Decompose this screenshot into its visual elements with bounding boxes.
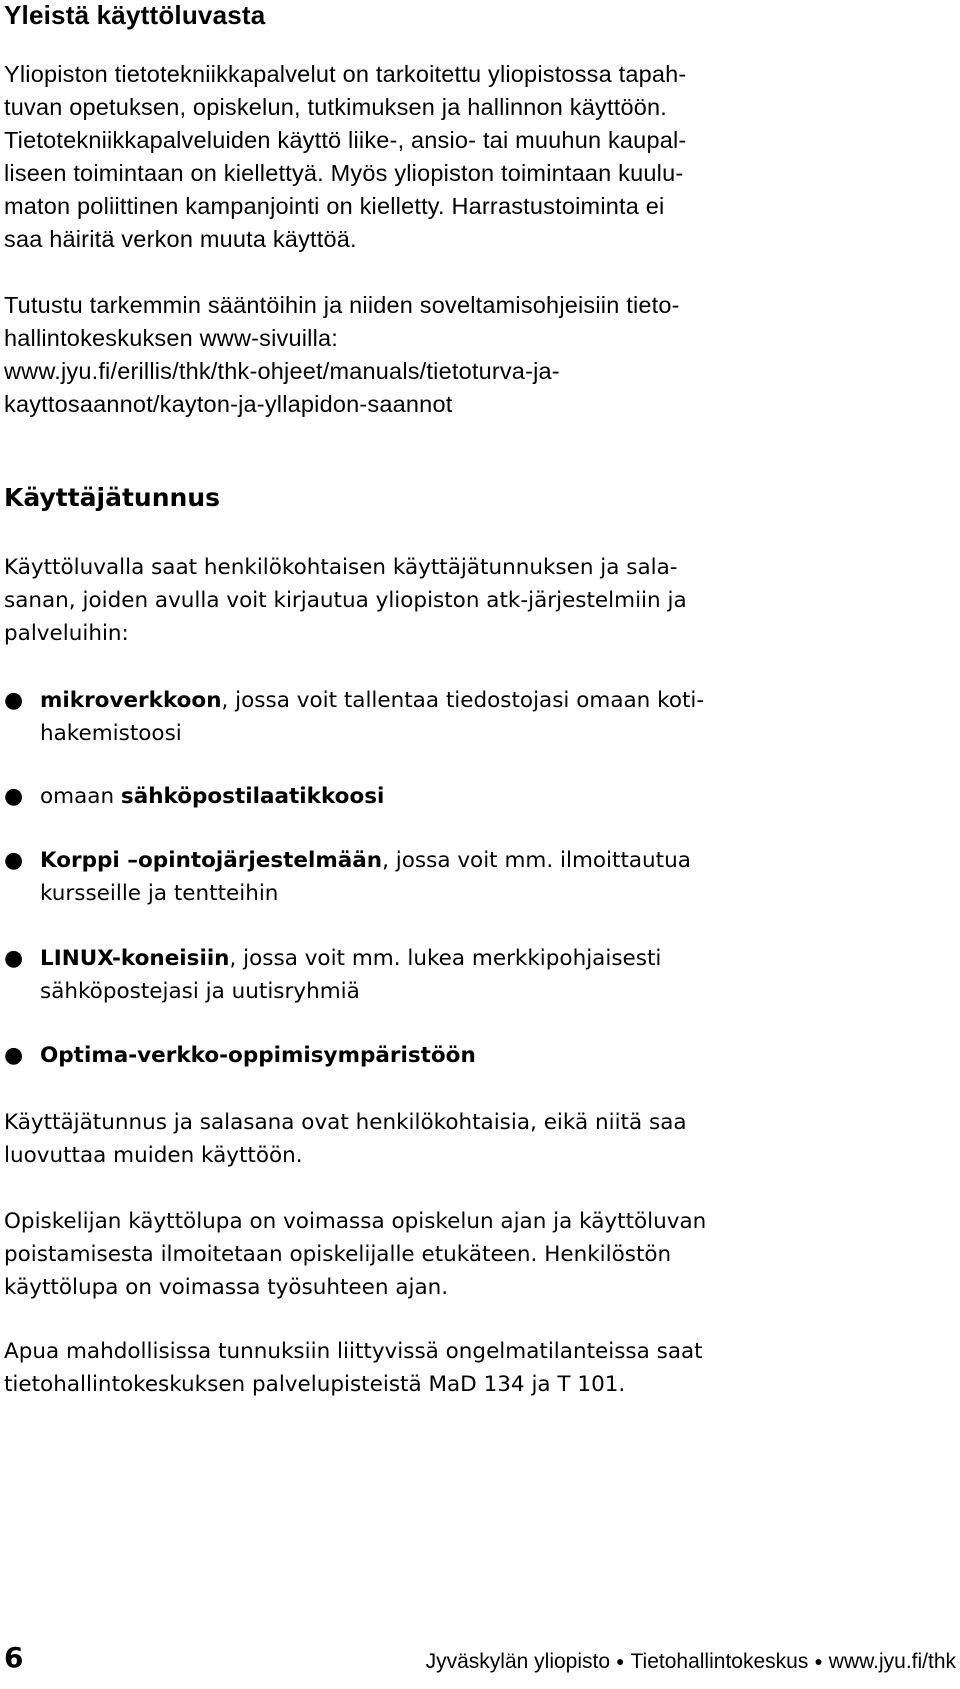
service-name: sähköpostilaatikkoosi [120, 784, 385, 809]
service-description: , jossa voit mm. lukea merkkipohjaisesti [229, 946, 662, 971]
text-line: Apua mahdollisissa tunnuksiin liittyvissä ongelmatilanteissa saat [4, 1339, 703, 1364]
section-title-username: Käyttäjätunnus [4, 483, 221, 512]
service-description: , jossa voit tallentaa tiedostojasi omaan koti- [221, 688, 705, 713]
text-line: hallintokeskuksen www-sivuilla: [4, 325, 339, 351]
bullet-icon: ● [4, 946, 24, 971]
paragraph-general-usage [4, 58, 956, 256]
footer-text [426, 1648, 956, 1675]
list-item-text [40, 780, 384, 813]
text-line: luovuttaa muiden käyttöön. [4, 1143, 303, 1168]
footer-org: Jyväskylän yliopisto [425, 1650, 611, 1673]
service-name: Optima-verkko-oppimisympäristöön [40, 1043, 476, 1068]
text-line: maton poliittinen kampanjointi on kielletty. Harrastustoiminta ei [4, 193, 665, 219]
text-line: tuvan opetuksen, opiskelun, tutkimuksen ja hallinnon käyttöön. [4, 94, 667, 120]
service-prefix: omaan [40, 784, 121, 809]
list-item-text [40, 684, 704, 750]
text-line: Tutustu tarkemmin sääntöihin ja niiden soveltamisohjeisiin tieto- [4, 292, 680, 318]
text-line: tietohallintokeskuksen palvelupisteistä MaD 134 ja T 101. [4, 1372, 626, 1397]
rules-url-line-2[interactable]: kayttosaannot/kayton-ja-yllapidon-saannot [4, 391, 453, 417]
paragraph-help [4, 1335, 956, 1401]
section-title-general: Yleistä käyttöluvasta [4, 0, 266, 30]
text-line: Tietotekniikkapalveluiden käyttö liike-, ansio- tai muuhun kaupal- [4, 127, 687, 153]
text-line: Opiskelijan käyttölupa on voimassa opiskelun ajan ja käyttöluvan [4, 1209, 707, 1234]
service-name: mikroverkkoon [40, 688, 222, 713]
page-number: 6 [4, 1641, 24, 1674]
text-line: Yliopiston tietotekniikkapalvelut on tarkoitettu yliopistossa tapah- [4, 61, 687, 87]
list-item-text [40, 942, 661, 1008]
separator-dot-icon: ● [616, 1653, 625, 1669]
bullet-icon: ● [4, 688, 24, 713]
service-description-cont: hakemistoosi [40, 721, 182, 746]
text-line: Käyttäjätunnus ja salasana ovat henkilökohtaisia, eikä niitä saa [4, 1110, 687, 1135]
paragraph-permit-validity [4, 1205, 956, 1304]
paragraph-credentials-personal [4, 1106, 956, 1172]
bullet-icon: ● [4, 1043, 24, 1068]
text-line: Käyttöluvalla saat henkilökohtaisen käyttäjätunnuksen ja sala- [4, 555, 678, 580]
text-line: sanan, joiden avulla voit kirjautua yliopiston atk-järjestelmiin ja [4, 588, 687, 613]
service-name: Korppi –opintojärjestelmään [40, 848, 383, 873]
footer-url[interactable]: www.jyu.fi/thk [828, 1650, 956, 1673]
service-description: , jossa voit mm. ilmoittautua [382, 848, 691, 873]
paragraph-rules-link [4, 289, 956, 421]
text-line: käyttölupa on voimassa työsuhteen ajan. [4, 1275, 449, 1300]
rules-url-line-1[interactable]: www.jyu.fi/erillis/thk/thk-ohjeet/manuals/tietoturva-ja- [4, 358, 560, 384]
list-item-text [40, 844, 691, 910]
list-item-text [40, 1039, 476, 1072]
bullet-icon: ● [4, 848, 24, 873]
page-footer [4, 1640, 956, 1680]
paragraph-username-intro [4, 551, 956, 650]
service-description-cont: kursseille ja tentteihin [40, 881, 279, 906]
text-line: liseen toimintaan on kiellettyä. Myös yliopiston toimintaan kuulu- [4, 160, 684, 186]
service-name: LINUX-koneisiin [40, 946, 230, 971]
text-line: palveluihin: [4, 621, 129, 646]
footer-unit: Tietohallintokeskus [630, 1650, 809, 1673]
service-description-cont: sähköpostejasi ja uutisryhmiä [40, 979, 360, 1004]
separator-dot-icon: ● [814, 1653, 823, 1669]
bullet-icon: ● [4, 784, 24, 809]
text-line: saa häiritä verkon muuta käyttöä. [4, 226, 357, 252]
text-line: poistamisesta ilmoitetaan opiskelijalle etukäteen. Henkilöstön [4, 1242, 672, 1267]
